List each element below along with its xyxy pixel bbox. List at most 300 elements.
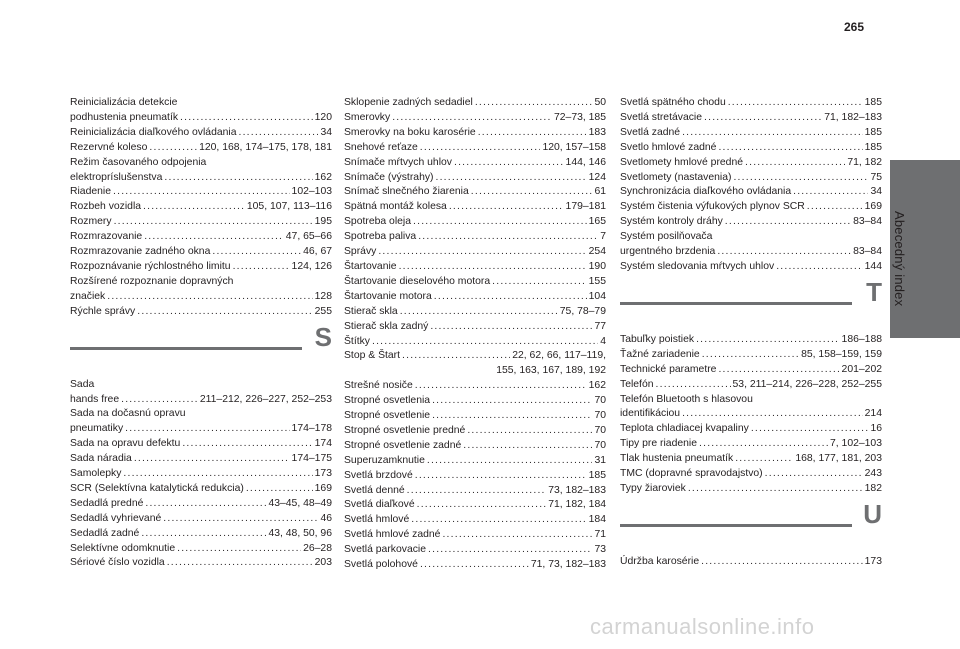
- leader-dots: [134, 452, 290, 467]
- index-pages: 73: [594, 544, 606, 556]
- index-pages: 70: [594, 410, 606, 422]
- index-pages: 144, 146: [565, 156, 606, 168]
- leader-dots: [432, 409, 592, 424]
- index-pages: 185: [864, 141, 882, 153]
- index-entry: [70, 245, 332, 260]
- index-pages: 46: [320, 512, 332, 524]
- index-term: TMC (dopravné spravodajstvo): [620, 468, 763, 480]
- leader-dots: [702, 348, 799, 363]
- index-entry: [344, 454, 606, 469]
- letter-section-header: [620, 276, 882, 325]
- index-entry: [620, 348, 882, 363]
- index-pages: 7, 102–103: [829, 438, 882, 450]
- index-entry: [344, 245, 606, 260]
- index-entry: [70, 111, 332, 126]
- index-term-line: Režim časovaného odpojenia: [70, 156, 207, 168]
- leader-dots: [725, 215, 851, 230]
- index-pages: 34: [320, 126, 332, 138]
- index-pages: 50: [594, 97, 606, 108]
- section-letter: S: [314, 321, 332, 352]
- index-entry: [620, 333, 882, 348]
- index-term: Svetlomety hmlové predné: [620, 156, 744, 168]
- index-pages: 203: [314, 557, 332, 569]
- index-term: Stop & Štart: [344, 350, 401, 362]
- index-entry: [70, 497, 332, 512]
- index-term: Svetlá hmlové zadné: [344, 529, 441, 541]
- index-term: Svetlá spätného chodu: [620, 97, 726, 108]
- leader-dots: [475, 96, 593, 111]
- index-pages: 43, 48, 50, 96: [268, 527, 332, 539]
- index-column-3: [620, 96, 882, 570]
- index-term: SCR (Selektívna katalytická redukcia): [70, 482, 244, 494]
- index-term: Tlak hustenia pneumatík: [620, 453, 734, 465]
- index-term: Svetlá denné: [344, 484, 405, 496]
- index-entry: [620, 126, 882, 141]
- index-entry: [70, 556, 332, 571]
- index-pages: 120, 168, 174–175, 178, 181: [199, 141, 332, 153]
- leader-dots: [144, 230, 284, 245]
- leader-dots: [442, 528, 592, 543]
- index-pages: 77: [594, 320, 606, 332]
- index-pages: 173: [314, 468, 332, 480]
- index-term-line: Telefón Bluetooth s hlasovou: [620, 393, 753, 405]
- index-pages: 190: [588, 260, 606, 272]
- index-entry: [344, 171, 606, 186]
- index-entry: [70, 290, 332, 305]
- leader-dots: [125, 422, 289, 437]
- index-entry: [70, 126, 332, 141]
- leader-dots: [696, 333, 839, 348]
- index-term: Smerovky na boku karosérie: [344, 126, 476, 138]
- index-pages: 182: [864, 482, 882, 494]
- index-entry: [620, 185, 882, 200]
- index-pages: 144: [864, 260, 882, 272]
- leader-dots: [167, 556, 313, 571]
- leader-dots: [418, 230, 598, 245]
- index-term: Spotreba oleja: [344, 216, 412, 228]
- index-term: Rýchle správy: [70, 305, 136, 317]
- index-entry: [344, 185, 606, 200]
- index-term: Štartovanie dieselového motora: [344, 275, 491, 287]
- index-entry: [344, 290, 606, 305]
- index-term: Snímač slnečného žiarenia: [344, 186, 469, 198]
- index-term: Sedadlá zadné: [70, 527, 140, 539]
- index-pages: 254: [588, 246, 606, 258]
- index-term: Svetlá parkovacie: [344, 544, 427, 556]
- index-pages: 174–175: [291, 453, 332, 465]
- index-term: Svetlá stretávacie: [620, 111, 703, 123]
- leader-dots: [793, 185, 868, 200]
- index-pages: 186–188: [841, 333, 882, 345]
- index-entry: [344, 543, 606, 558]
- index-term: urgentného brzdenia: [620, 246, 716, 258]
- index-entry: [620, 141, 882, 156]
- index-entry: [344, 528, 606, 543]
- index-pages: 169: [864, 201, 882, 213]
- leader-dots: [699, 437, 828, 452]
- index-entry: [70, 171, 332, 186]
- index-entry: [344, 200, 606, 215]
- index-entry: [70, 437, 332, 452]
- leader-dots: [137, 305, 312, 320]
- index-term: Reinicializácia diaľkového ovládania: [70, 126, 237, 138]
- index-term: Svetlomety (nastavenia): [620, 171, 732, 183]
- index-entry: [70, 185, 332, 200]
- index-term: Typy žiaroviek: [620, 482, 686, 494]
- index-pages: 70: [594, 424, 606, 436]
- index-entry: [70, 482, 332, 497]
- index-entry: [620, 215, 882, 230]
- index-term: hands free: [70, 393, 120, 405]
- index-entry: [344, 305, 606, 320]
- leader-dots: [411, 513, 586, 528]
- index-pages: 71, 73, 182–183: [530, 559, 606, 571]
- index-entry: [70, 527, 332, 542]
- index-pages: 255: [314, 305, 332, 317]
- index-pages: 43–45, 48–49: [268, 497, 332, 509]
- leader-dots: [656, 378, 731, 393]
- letter-section-header: [70, 321, 332, 370]
- index-pages: 70: [594, 395, 606, 407]
- leader-dots: [751, 422, 869, 437]
- index-pages: 34: [870, 186, 882, 198]
- index-entry: [344, 96, 606, 111]
- index-term: Sedadlá predné: [70, 497, 144, 509]
- leader-dots: [407, 484, 547, 499]
- index-term: Superuzamknutie: [344, 454, 425, 466]
- index-pages: 105, 107, 113–116: [246, 201, 332, 213]
- index-term: Stierač skla zadný: [344, 320, 429, 332]
- index-term-line: Sada: [70, 378, 95, 390]
- index-term: Rozpoznávanie rýchlostného limitu: [70, 260, 231, 272]
- leader-dots: [145, 497, 266, 512]
- index-pages: 183: [588, 126, 606, 138]
- index-pages: 75, 78–79: [559, 305, 606, 317]
- index-term: Systém kontroly dráhy: [620, 216, 723, 228]
- index-column-1: [70, 96, 332, 571]
- index-entry: [344, 558, 606, 573]
- index-entry: [620, 260, 882, 275]
- leader-dots: [430, 320, 592, 335]
- leader-dots: [776, 260, 862, 275]
- index-pages: 201–202: [841, 363, 882, 375]
- index-term: Technické parametre: [620, 363, 717, 375]
- index-entry: [344, 275, 606, 290]
- index-pages: 162: [314, 171, 332, 183]
- index-entry: [70, 422, 332, 437]
- index-term: Svetlá brzdové: [344, 469, 413, 481]
- index-pages: 120: [314, 111, 332, 123]
- index-pages: 4: [600, 335, 606, 347]
- index-term: Údržba karosérie: [620, 555, 700, 567]
- index-entry: [620, 363, 882, 378]
- section-letter: T: [866, 276, 882, 307]
- leader-dots: [735, 452, 793, 467]
- index-entry: [70, 200, 332, 215]
- leader-dots: [420, 558, 529, 573]
- leader-dots: [107, 290, 312, 305]
- index-entry: [620, 378, 882, 393]
- index-term: Tipy pre riadenie: [620, 438, 698, 450]
- index-entry: [620, 407, 882, 422]
- index-term: Stropné osvetlenia: [344, 395, 431, 407]
- index-pages: 211–212, 226–227, 252–253: [199, 393, 332, 405]
- section-letter: U: [863, 498, 882, 529]
- index-pages: 71: [594, 529, 606, 541]
- index-term: Rozmrazovanie zadného okna: [70, 246, 211, 258]
- index-term: Telefón: [620, 378, 654, 390]
- leader-dots: [123, 467, 312, 482]
- index-term: Selektívne odomknutie: [70, 542, 176, 554]
- index-entry: [344, 320, 606, 335]
- index-pages: 85, 158–159, 159: [801, 348, 882, 360]
- index-term: Svetlá hmlové: [344, 514, 410, 526]
- leader-dots: [492, 275, 587, 290]
- index-pages: 162: [588, 380, 606, 392]
- index-column-2: [344, 96, 606, 573]
- index-term: Spätná montáž kolesa: [344, 201, 447, 213]
- index-entry: [344, 498, 606, 513]
- index-term: Rozbeh vozidla: [70, 201, 142, 213]
- leader-dots: [378, 245, 586, 260]
- index-pages: 104: [588, 290, 606, 302]
- index-pages: 185: [864, 97, 882, 108]
- index-pages-continued: 155, 163, 167, 189, 192: [496, 365, 606, 377]
- index-term: Sériové číslo vozidla: [70, 557, 165, 569]
- page-number: 265: [843, 20, 864, 34]
- leader-dots: [427, 454, 593, 469]
- index-pages: 155: [588, 275, 606, 287]
- index-entry: [620, 452, 882, 467]
- section-rule: [620, 524, 852, 527]
- leader-dots: [149, 141, 197, 156]
- index-term: Ťažné zariadenie: [620, 348, 700, 360]
- leader-dots: [239, 126, 319, 141]
- index-pages: 7: [600, 231, 606, 243]
- index-entry: [70, 542, 332, 557]
- index-entry: [344, 484, 606, 499]
- index-entry: [620, 482, 882, 497]
- index-term: Rozmery: [70, 216, 112, 228]
- leader-dots: [182, 437, 312, 452]
- index-term: Teplota chladiacej kvapaliny: [620, 423, 749, 435]
- index-pages: 31: [594, 454, 606, 466]
- leader-dots: [733, 171, 868, 186]
- leader-dots: [121, 393, 198, 408]
- leader-dots: [682, 126, 863, 141]
- leader-dots: [467, 424, 592, 439]
- index-pages: 16: [870, 423, 882, 435]
- index-term: značiek: [70, 290, 106, 302]
- leader-dots: [420, 141, 541, 156]
- leader-dots: [704, 111, 822, 126]
- leader-dots: [163, 512, 318, 527]
- index-term: pneumatiky: [70, 423, 124, 435]
- index-entry: [344, 230, 606, 245]
- leader-dots: [400, 305, 558, 320]
- index-pages: 102–103: [291, 186, 332, 198]
- index-pages: 75: [870, 171, 882, 183]
- index-entry: [70, 260, 332, 275]
- index-term: Štítky: [344, 335, 370, 347]
- index-pages: 128: [314, 290, 332, 302]
- leader-dots: [428, 543, 592, 558]
- leader-dots: [233, 260, 290, 275]
- leader-dots: [718, 141, 862, 156]
- leader-dots: [449, 200, 564, 215]
- leader-dots: [745, 156, 845, 171]
- leader-dots: [717, 245, 851, 260]
- index-term: Sklopenie zadných sedadiel: [344, 97, 473, 108]
- index-entry: [344, 126, 606, 141]
- index-term: Samolepky: [70, 468, 122, 480]
- index-term: Systém sledovania mŕtvych uhlov: [620, 260, 775, 272]
- index-entry: [344, 349, 606, 364]
- index-term: Svetlá diaľkové: [344, 499, 415, 511]
- index-term: Rezervné koleso: [70, 141, 148, 153]
- index-term: Snímače (výstrahy): [344, 171, 434, 183]
- leader-dots: [415, 379, 587, 394]
- index-entry: [70, 141, 332, 156]
- index-pages: 124, 126: [291, 260, 332, 272]
- index-entry: [620, 245, 882, 260]
- section-rule: [620, 302, 852, 305]
- index-entry: [344, 215, 606, 230]
- leader-dots: [372, 335, 598, 350]
- index-term-line: Reinicializácia detekcie: [70, 97, 178, 108]
- index-term: elektropríslušenstva: [70, 171, 163, 183]
- index-pages: 61: [594, 186, 606, 198]
- index-pages: 195: [314, 216, 332, 228]
- leader-dots: [432, 394, 592, 409]
- leader-dots: [471, 185, 593, 200]
- index-term: Tabuľky poistiek: [620, 333, 695, 345]
- index-entry: [620, 111, 882, 126]
- index-pages: 185: [588, 469, 606, 481]
- section-rule: [70, 347, 302, 350]
- index-pages: 22, 62, 66, 117–119,: [512, 350, 606, 362]
- index-entry: [344, 513, 606, 528]
- index-term: Systém čistenia výfukových plynov SCR: [620, 201, 805, 213]
- index-term: Štartovanie: [344, 260, 397, 272]
- index-entry: [70, 215, 332, 230]
- index-term: Riadenie: [70, 186, 112, 198]
- index-entry: [344, 394, 606, 409]
- index-entry: [620, 555, 882, 570]
- index-pages: 71, 182, 184: [548, 499, 606, 511]
- leader-dots: [688, 482, 863, 497]
- index-pages: 53, 211–214, 226–228, 252–255: [732, 378, 882, 390]
- leader-dots: [728, 96, 863, 111]
- index-pages: 174–178: [291, 423, 332, 435]
- index-term-line: Rozšírené rozpoznanie dopravných: [70, 275, 234, 287]
- index-pages: 174: [314, 438, 332, 450]
- index-pages: 47, 65–66: [285, 231, 332, 243]
- index-pages: 168, 177, 181, 203: [795, 453, 882, 465]
- leader-dots: [143, 200, 245, 215]
- index-pages: 83–84: [853, 216, 882, 228]
- index-term: Spotreba paliva: [344, 231, 417, 243]
- index-pages: 71, 182: [847, 156, 882, 168]
- leader-dots: [402, 349, 510, 364]
- index-entry: [344, 111, 606, 126]
- index-term: Štartovanie motora: [344, 290, 432, 302]
- index-term: Rozmrazovanie: [70, 231, 143, 243]
- index-entry: [344, 439, 606, 454]
- index-entry: [70, 230, 332, 245]
- index-term: Stierač skla: [344, 305, 398, 317]
- index-entry: [620, 437, 882, 452]
- index-pages: 70: [594, 439, 606, 451]
- leader-dots: [417, 498, 547, 513]
- index-term: Smerovky: [344, 111, 391, 123]
- index-pages: 124: [588, 171, 606, 183]
- leader-dots: [454, 156, 564, 171]
- leader-dots: [114, 215, 313, 230]
- index-term-line: Systém posilňovača: [620, 231, 713, 243]
- leader-dots: [415, 469, 587, 484]
- leader-dots: [434, 290, 587, 305]
- index-term-line: Sada na dočasnú opravu: [70, 408, 186, 420]
- leader-dots: [113, 185, 290, 200]
- leader-dots: [718, 363, 839, 378]
- index-term: Sada na opravu defektu: [70, 438, 181, 450]
- watermark: carmanualsonline.info: [590, 614, 815, 639]
- index-pages: 169: [314, 482, 332, 494]
- index-entry: [344, 379, 606, 394]
- index-term: identifikáciou: [620, 408, 681, 420]
- index-entry: [620, 467, 882, 482]
- leader-dots: [392, 111, 552, 126]
- leader-dots: [478, 126, 587, 141]
- leader-dots: [177, 542, 301, 557]
- index-pages: 214: [864, 408, 882, 420]
- leader-dots: [413, 215, 587, 230]
- index-entry: [344, 409, 606, 424]
- index-term: Sedadlá vyhrievané: [70, 512, 162, 524]
- letter-section-header: [620, 498, 882, 547]
- index-entry: [620, 200, 882, 215]
- leader-dots: [807, 200, 863, 215]
- index-pages: 72–73, 185: [553, 111, 606, 123]
- leader-dots: [701, 555, 863, 570]
- leader-dots: [180, 111, 313, 126]
- index-entry: [344, 260, 606, 275]
- index-entry: [70, 452, 332, 467]
- index-term: Stropné osvetlenie zadné: [344, 439, 462, 451]
- index-entry: [344, 424, 606, 439]
- index-term: Svetlo hmlové zadné: [620, 141, 717, 153]
- index-pages: 179–181: [565, 201, 606, 213]
- index-term: Snímače mŕtvych uhlov: [344, 156, 452, 168]
- index-pages: 165: [588, 216, 606, 228]
- index-entry: [620, 96, 882, 111]
- index-term: Stropné osvetlenie predné: [344, 424, 466, 436]
- index-pages: 173: [864, 555, 882, 567]
- index-entry: [344, 141, 606, 156]
- index-entry: [620, 156, 882, 171]
- leader-dots: [212, 245, 301, 260]
- leader-dots: [399, 260, 587, 275]
- index-pages: 120, 157–158: [542, 141, 606, 153]
- index-entry: [70, 467, 332, 482]
- leader-dots: [436, 171, 587, 186]
- index-term: Synchronizácia diaľkového ovládania: [620, 186, 792, 198]
- index-term: Sada náradia: [70, 453, 132, 465]
- index-term: Správy: [344, 246, 377, 258]
- index-entry: [620, 422, 882, 437]
- index-pages: 83–84: [853, 246, 882, 258]
